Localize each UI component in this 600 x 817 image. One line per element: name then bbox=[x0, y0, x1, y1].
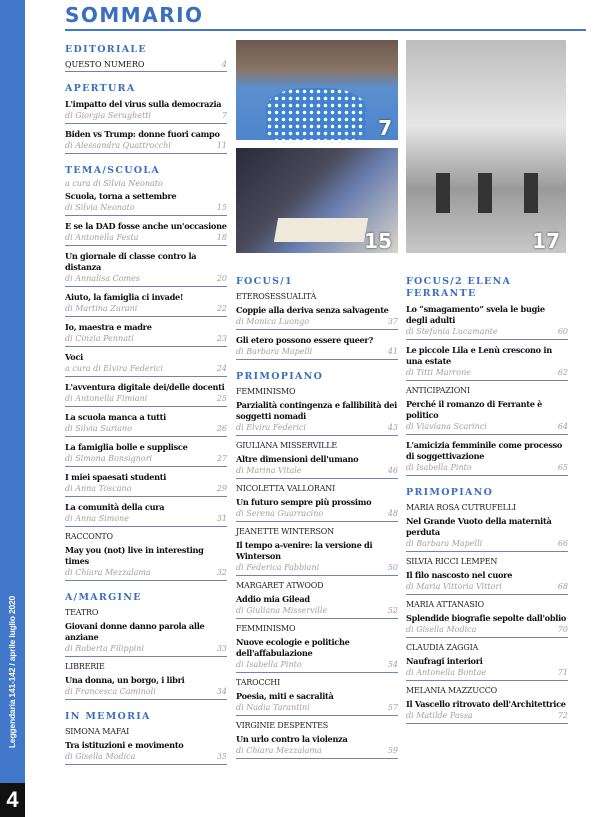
article-title: Altre dimensioni dell'umano bbox=[236, 454, 359, 464]
article-byline bbox=[406, 624, 568, 635]
section-heading: A/MARGINE bbox=[65, 592, 142, 603]
article-author: di Gisella Modica bbox=[65, 752, 136, 761]
article-author: di Chiara Mezzalama bbox=[65, 568, 151, 577]
article-author: di Maria Vittoria Vittori bbox=[406, 582, 502, 591]
article-entry[interactable] bbox=[65, 251, 227, 287]
article-title: Biden vs Trump: donne fuori campo bbox=[65, 129, 220, 139]
article-byline bbox=[406, 367, 568, 378]
article-author: di Anna Toscano bbox=[65, 484, 132, 493]
photo-mask[interactable] bbox=[236, 40, 398, 140]
article-title: Un urlo contro la violenza bbox=[236, 734, 348, 744]
article-page: 57 bbox=[387, 703, 398, 712]
article-title: Un giornale di classe contro la distanza bbox=[65, 251, 197, 272]
category-label: VIRGINIE DESPENTES bbox=[236, 721, 329, 730]
article-page: 7 bbox=[221, 111, 227, 120]
article-author: di Simona Bonsignori bbox=[65, 454, 153, 463]
section-heading: PRIMOPIANO bbox=[406, 487, 494, 498]
article-entry[interactable] bbox=[65, 292, 227, 317]
article-page: 41 bbox=[387, 347, 398, 356]
section-heading: IN MEMORIA bbox=[65, 711, 151, 722]
toc-entry[interactable] bbox=[65, 60, 227, 72]
category-label: SILVIA RICCI LEMPEN bbox=[406, 557, 498, 566]
article-title: Perché il romanzo di Ferrante è politico bbox=[406, 399, 543, 420]
article-entry[interactable] bbox=[236, 540, 398, 576]
article-author: di Cinzia Pennati bbox=[65, 334, 134, 343]
article-author: a cura di Elvira Federici bbox=[65, 364, 164, 373]
article-page: 26 bbox=[216, 424, 227, 433]
article-author: di Giorgia Serughetti bbox=[65, 111, 151, 120]
article-byline bbox=[65, 751, 227, 762]
article-byline bbox=[65, 393, 227, 404]
article-author: di Giuliana Misserville bbox=[236, 606, 328, 615]
article-title: Il Vascello ritrovato dell'Architettrice bbox=[406, 699, 566, 709]
article-entry[interactable] bbox=[65, 129, 227, 154]
article-author: di Serena Guarracino bbox=[236, 509, 324, 518]
article-byline bbox=[406, 421, 568, 432]
article-entry[interactable] bbox=[406, 440, 568, 476]
section-heading: FOCUS/2 ELENA FERRANTE bbox=[406, 276, 512, 299]
article-author: di Martina Zurani bbox=[65, 304, 138, 313]
article-page: 15 bbox=[216, 203, 227, 212]
article-title: I miei spaesati studenti bbox=[65, 472, 167, 482]
article-page: 27 bbox=[216, 454, 227, 463]
article-author: di Antonella Fimiani bbox=[65, 394, 148, 403]
article-entry[interactable] bbox=[236, 335, 398, 360]
article-title: Nel Grande Vuoto della maternità perduta bbox=[406, 516, 552, 537]
article-page: 29 bbox=[216, 484, 227, 493]
article-page: 35 bbox=[216, 752, 227, 761]
category-label: GIULIANA MISSERVILLE bbox=[236, 441, 338, 450]
article-author: di Nadia Tarantini bbox=[236, 703, 310, 712]
article-title: Nuove ecologie e politiche dell'affabulazione bbox=[236, 637, 350, 658]
article-byline bbox=[65, 423, 227, 434]
article-title: Addio mia Gilead bbox=[236, 594, 310, 604]
article-entry[interactable] bbox=[65, 382, 227, 407]
article-title: Gli etero possono essere queer? bbox=[236, 335, 373, 345]
spine-bar bbox=[0, 0, 25, 817]
article-byline bbox=[65, 140, 227, 151]
article-byline bbox=[65, 363, 227, 374]
article-byline bbox=[406, 538, 568, 549]
category-label: TEATRO bbox=[65, 608, 99, 617]
article-author: di Chiara Mezzalama bbox=[236, 746, 322, 755]
article-byline bbox=[65, 202, 227, 213]
article-page: 33 bbox=[216, 644, 227, 653]
article-byline bbox=[406, 710, 568, 721]
article-author: di Antonella Bontae bbox=[406, 668, 487, 677]
article-page: 46 bbox=[387, 466, 398, 475]
article-entry[interactable] bbox=[406, 570, 568, 595]
article-title: Parzialità contingenza e fallibilità dei soggetti nomadi bbox=[236, 400, 397, 421]
article-entry[interactable] bbox=[65, 675, 227, 700]
article-entry[interactable] bbox=[65, 412, 227, 437]
article-author: di Gisella Modica bbox=[406, 625, 477, 634]
article-page: 50 bbox=[387, 563, 398, 572]
article-author: di Marina Vitale bbox=[236, 466, 302, 475]
photo-page-number: 17 bbox=[532, 229, 560, 253]
category-label: SIMONA MAFAI bbox=[65, 727, 130, 736]
article-title: Io, maestra e madre bbox=[65, 322, 152, 332]
article-title: L'impatto del virus sulla democrazia bbox=[65, 99, 222, 109]
article-entry[interactable] bbox=[406, 304, 568, 340]
article-author: di Antonella Festa bbox=[65, 233, 139, 242]
title-divider bbox=[65, 29, 586, 31]
category-label: CLAUDIA ZAGGIA bbox=[406, 643, 479, 652]
article-page: 59 bbox=[387, 746, 398, 755]
article-title: L'amicizia femminile come processo di soggettivazione bbox=[406, 440, 563, 461]
article-byline bbox=[236, 702, 398, 713]
article-page: 25 bbox=[216, 394, 227, 403]
article-entry[interactable] bbox=[65, 502, 227, 527]
article-title: Un futuro sempre più prossimo bbox=[236, 497, 372, 507]
book-image bbox=[274, 218, 368, 242]
article-author: di Viaviana Scarinci bbox=[406, 422, 487, 431]
category-label: MARIA ATTANASIO bbox=[406, 600, 484, 609]
article-entry[interactable] bbox=[65, 322, 227, 347]
article-entry[interactable] bbox=[236, 497, 398, 522]
article-entry[interactable] bbox=[65, 191, 227, 216]
article-byline bbox=[65, 567, 227, 578]
article-entry[interactable] bbox=[406, 613, 568, 638]
article-page: 34 bbox=[216, 687, 227, 696]
podium bbox=[524, 173, 538, 213]
photo-page-number: 15 bbox=[364, 229, 392, 253]
article-byline bbox=[236, 508, 398, 519]
article-entry[interactable] bbox=[65, 545, 227, 581]
article-title: Una donna, un borgo, i libri bbox=[65, 675, 185, 685]
article-title: Scuola, torna a settembre bbox=[65, 191, 177, 201]
toc-column-left bbox=[65, 44, 227, 770]
article-entry[interactable] bbox=[65, 352, 227, 377]
article-title: Lo “smagamento” svela le bugie degli adulti bbox=[406, 304, 545, 325]
article-entry[interactable] bbox=[65, 442, 227, 467]
article-page: 32 bbox=[216, 568, 227, 577]
article-page: 65 bbox=[557, 463, 568, 472]
section-heading: EDITORIALE bbox=[65, 44, 147, 55]
article-page: 64 bbox=[557, 422, 568, 431]
article-page: 24 bbox=[216, 364, 227, 373]
article-byline bbox=[65, 333, 227, 344]
article-title: La comunità della cura bbox=[65, 502, 165, 512]
article-byline bbox=[65, 686, 227, 697]
article-title: Aiuto, la famiglia ci invade! bbox=[65, 292, 184, 302]
article-author: di Silvia Suriano bbox=[65, 424, 132, 433]
article-entry[interactable] bbox=[236, 734, 398, 759]
article-author: di Matilde Passa bbox=[406, 711, 473, 720]
article-title: Poesia, miti e sacralità bbox=[236, 691, 334, 701]
article-entry[interactable] bbox=[236, 594, 398, 619]
article-entry[interactable] bbox=[236, 691, 398, 716]
article-entry[interactable] bbox=[406, 699, 568, 724]
article-page: 23 bbox=[216, 334, 227, 343]
category-label: FEMMINISMO bbox=[236, 624, 296, 633]
article-title: E se la DAD fosse anche un'occasione bbox=[65, 221, 227, 231]
article-title: Il filo nascosto nel cuore bbox=[406, 570, 513, 580]
toc-column-right bbox=[406, 276, 568, 729]
category-label: MARGARET ATWOOD bbox=[236, 581, 324, 590]
section-heading: PRIMOPIANO bbox=[236, 371, 324, 382]
article-author: di Anna Simone bbox=[65, 514, 129, 523]
article-byline bbox=[65, 232, 227, 243]
article-byline bbox=[65, 273, 227, 284]
article-page: 37 bbox=[387, 317, 398, 326]
article-page: 72 bbox=[557, 711, 568, 720]
article-byline bbox=[65, 303, 227, 314]
category-label: TAROCCHI bbox=[236, 678, 281, 687]
article-entry[interactable] bbox=[236, 400, 398, 436]
category-label: ANTICIPAZIONI bbox=[406, 386, 470, 395]
article-author: di Annalisa Comes bbox=[65, 274, 140, 283]
article-byline bbox=[65, 513, 227, 524]
article-entry[interactable] bbox=[406, 399, 568, 435]
article-byline bbox=[236, 465, 398, 476]
article-title: L'avventura digitale dei/delle docenti bbox=[65, 382, 225, 392]
article-byline bbox=[406, 462, 568, 473]
article-author: di Silvia Neonato bbox=[65, 203, 135, 212]
article-author: di Titti Marrone bbox=[406, 368, 471, 377]
article-page: 20 bbox=[216, 274, 227, 283]
article-byline bbox=[65, 110, 227, 121]
article-byline bbox=[65, 643, 227, 654]
photo-student[interactable] bbox=[236, 148, 398, 253]
article-page: 48 bbox=[387, 509, 398, 518]
article-author: di Monica Luongo bbox=[236, 317, 310, 326]
article-author: di Isabella Pinto bbox=[236, 660, 302, 669]
article-page: 71 bbox=[557, 668, 568, 677]
category-label: MELANIA MAZZUCCO bbox=[406, 686, 498, 695]
article-entry[interactable] bbox=[236, 305, 398, 330]
article-byline bbox=[236, 346, 398, 357]
curator-line: a cura di Silvia Neonato bbox=[65, 179, 163, 188]
article-title: Splendide biografie sepolte dall'oblio bbox=[406, 613, 567, 623]
article-page: 43 bbox=[387, 423, 398, 432]
entry-title: QUESTO NUMERO bbox=[65, 60, 145, 69]
podium bbox=[436, 173, 450, 213]
article-page: 60 bbox=[557, 327, 568, 336]
article-entry[interactable] bbox=[236, 637, 398, 673]
article-title: La scuola manca a tutti bbox=[65, 412, 166, 422]
page-title: SOMMARIO bbox=[65, 3, 204, 27]
article-author: di Alessandra Quattrocchi bbox=[65, 141, 171, 150]
article-title: Tra istituzioni e movimento bbox=[65, 740, 184, 750]
article-byline bbox=[236, 562, 398, 573]
entry-page: 4 bbox=[221, 60, 227, 69]
article-entry[interactable] bbox=[406, 345, 568, 381]
category-label: RACCONTO bbox=[65, 532, 113, 541]
article-title: Naufragi interiori bbox=[406, 656, 483, 666]
article-author: di Roberta Filippini bbox=[65, 644, 145, 653]
article-title: Coppie alla deriva senza salvagente bbox=[236, 305, 389, 315]
category-label: FEMMINISMO bbox=[236, 387, 296, 396]
podium bbox=[478, 173, 492, 213]
article-page: 52 bbox=[387, 606, 398, 615]
article-title: Il tempo a-venire: la versione di Winterson bbox=[236, 540, 373, 561]
article-author: di Barbara Mapelli bbox=[406, 539, 483, 548]
article-title: Voci bbox=[65, 352, 83, 362]
category-label: ETEROSESSUALITÀ bbox=[236, 292, 317, 301]
article-byline bbox=[406, 667, 568, 678]
article-page: 62 bbox=[557, 368, 568, 377]
face-mask-image bbox=[266, 88, 366, 140]
article-page: 22 bbox=[216, 304, 227, 313]
article-byline bbox=[236, 422, 398, 433]
article-byline bbox=[406, 326, 568, 337]
photo-debate[interactable] bbox=[406, 40, 566, 253]
article-byline bbox=[65, 483, 227, 494]
article-title: La famiglia bolle e supplisce bbox=[65, 442, 188, 452]
article-page: 54 bbox=[387, 660, 398, 669]
article-byline bbox=[236, 605, 398, 616]
article-page: 18 bbox=[216, 233, 227, 242]
article-author: di Federica Fabbiani bbox=[236, 563, 320, 572]
article-entry[interactable] bbox=[65, 221, 227, 246]
category-label: LIBRERIE bbox=[65, 662, 105, 671]
article-byline bbox=[236, 316, 398, 327]
article-author: di Isabella Pinto bbox=[406, 463, 472, 472]
article-entry[interactable] bbox=[65, 472, 227, 497]
article-entry[interactable] bbox=[65, 740, 227, 765]
section-heading: TEMA/SCUOLA bbox=[65, 165, 160, 176]
toc-column-middle bbox=[236, 276, 398, 764]
article-page: 11 bbox=[216, 141, 227, 150]
article-page: 70 bbox=[557, 625, 568, 634]
issue-info: Leggendaria 141-142 / aprile luglio 2020 bbox=[7, 595, 17, 749]
article-title: Le piccole Lila e Lenù crescono in una estate bbox=[406, 345, 552, 366]
section-heading: FOCUS/1 bbox=[236, 276, 293, 287]
article-byline bbox=[65, 453, 227, 464]
article-title: May you (not) live in interesting times bbox=[65, 545, 204, 566]
article-entry[interactable] bbox=[236, 454, 398, 479]
article-author: di Barbara Mapelli bbox=[236, 347, 313, 356]
article-entry[interactable] bbox=[65, 621, 227, 657]
category-label: NICOLETTA VALLORANI bbox=[236, 484, 336, 493]
article-byline bbox=[406, 581, 568, 592]
article-entry[interactable] bbox=[406, 656, 568, 681]
category-label: JEANETTE WINTERSON bbox=[236, 527, 334, 536]
article-page: 31 bbox=[216, 514, 227, 523]
article-entry[interactable] bbox=[65, 99, 227, 124]
article-byline bbox=[236, 659, 398, 670]
article-author: di Elvira Federici bbox=[236, 423, 306, 432]
article-page: 66 bbox=[557, 539, 568, 548]
section-heading: APERTURA bbox=[65, 83, 136, 94]
article-author: di Stefania Lucamante bbox=[406, 327, 498, 336]
page-number: 4 bbox=[0, 783, 25, 817]
article-author: di Francesca Caminoli bbox=[65, 687, 156, 696]
article-byline bbox=[236, 745, 398, 756]
category-label: MARIA ROSA CUTRUFELLI bbox=[406, 503, 516, 512]
article-entry[interactable] bbox=[406, 516, 568, 552]
article-page: 68 bbox=[557, 582, 568, 591]
photo-page-number: 7 bbox=[378, 116, 392, 140]
article-title: Giovani donne danno parola alle anziane bbox=[65, 621, 205, 642]
